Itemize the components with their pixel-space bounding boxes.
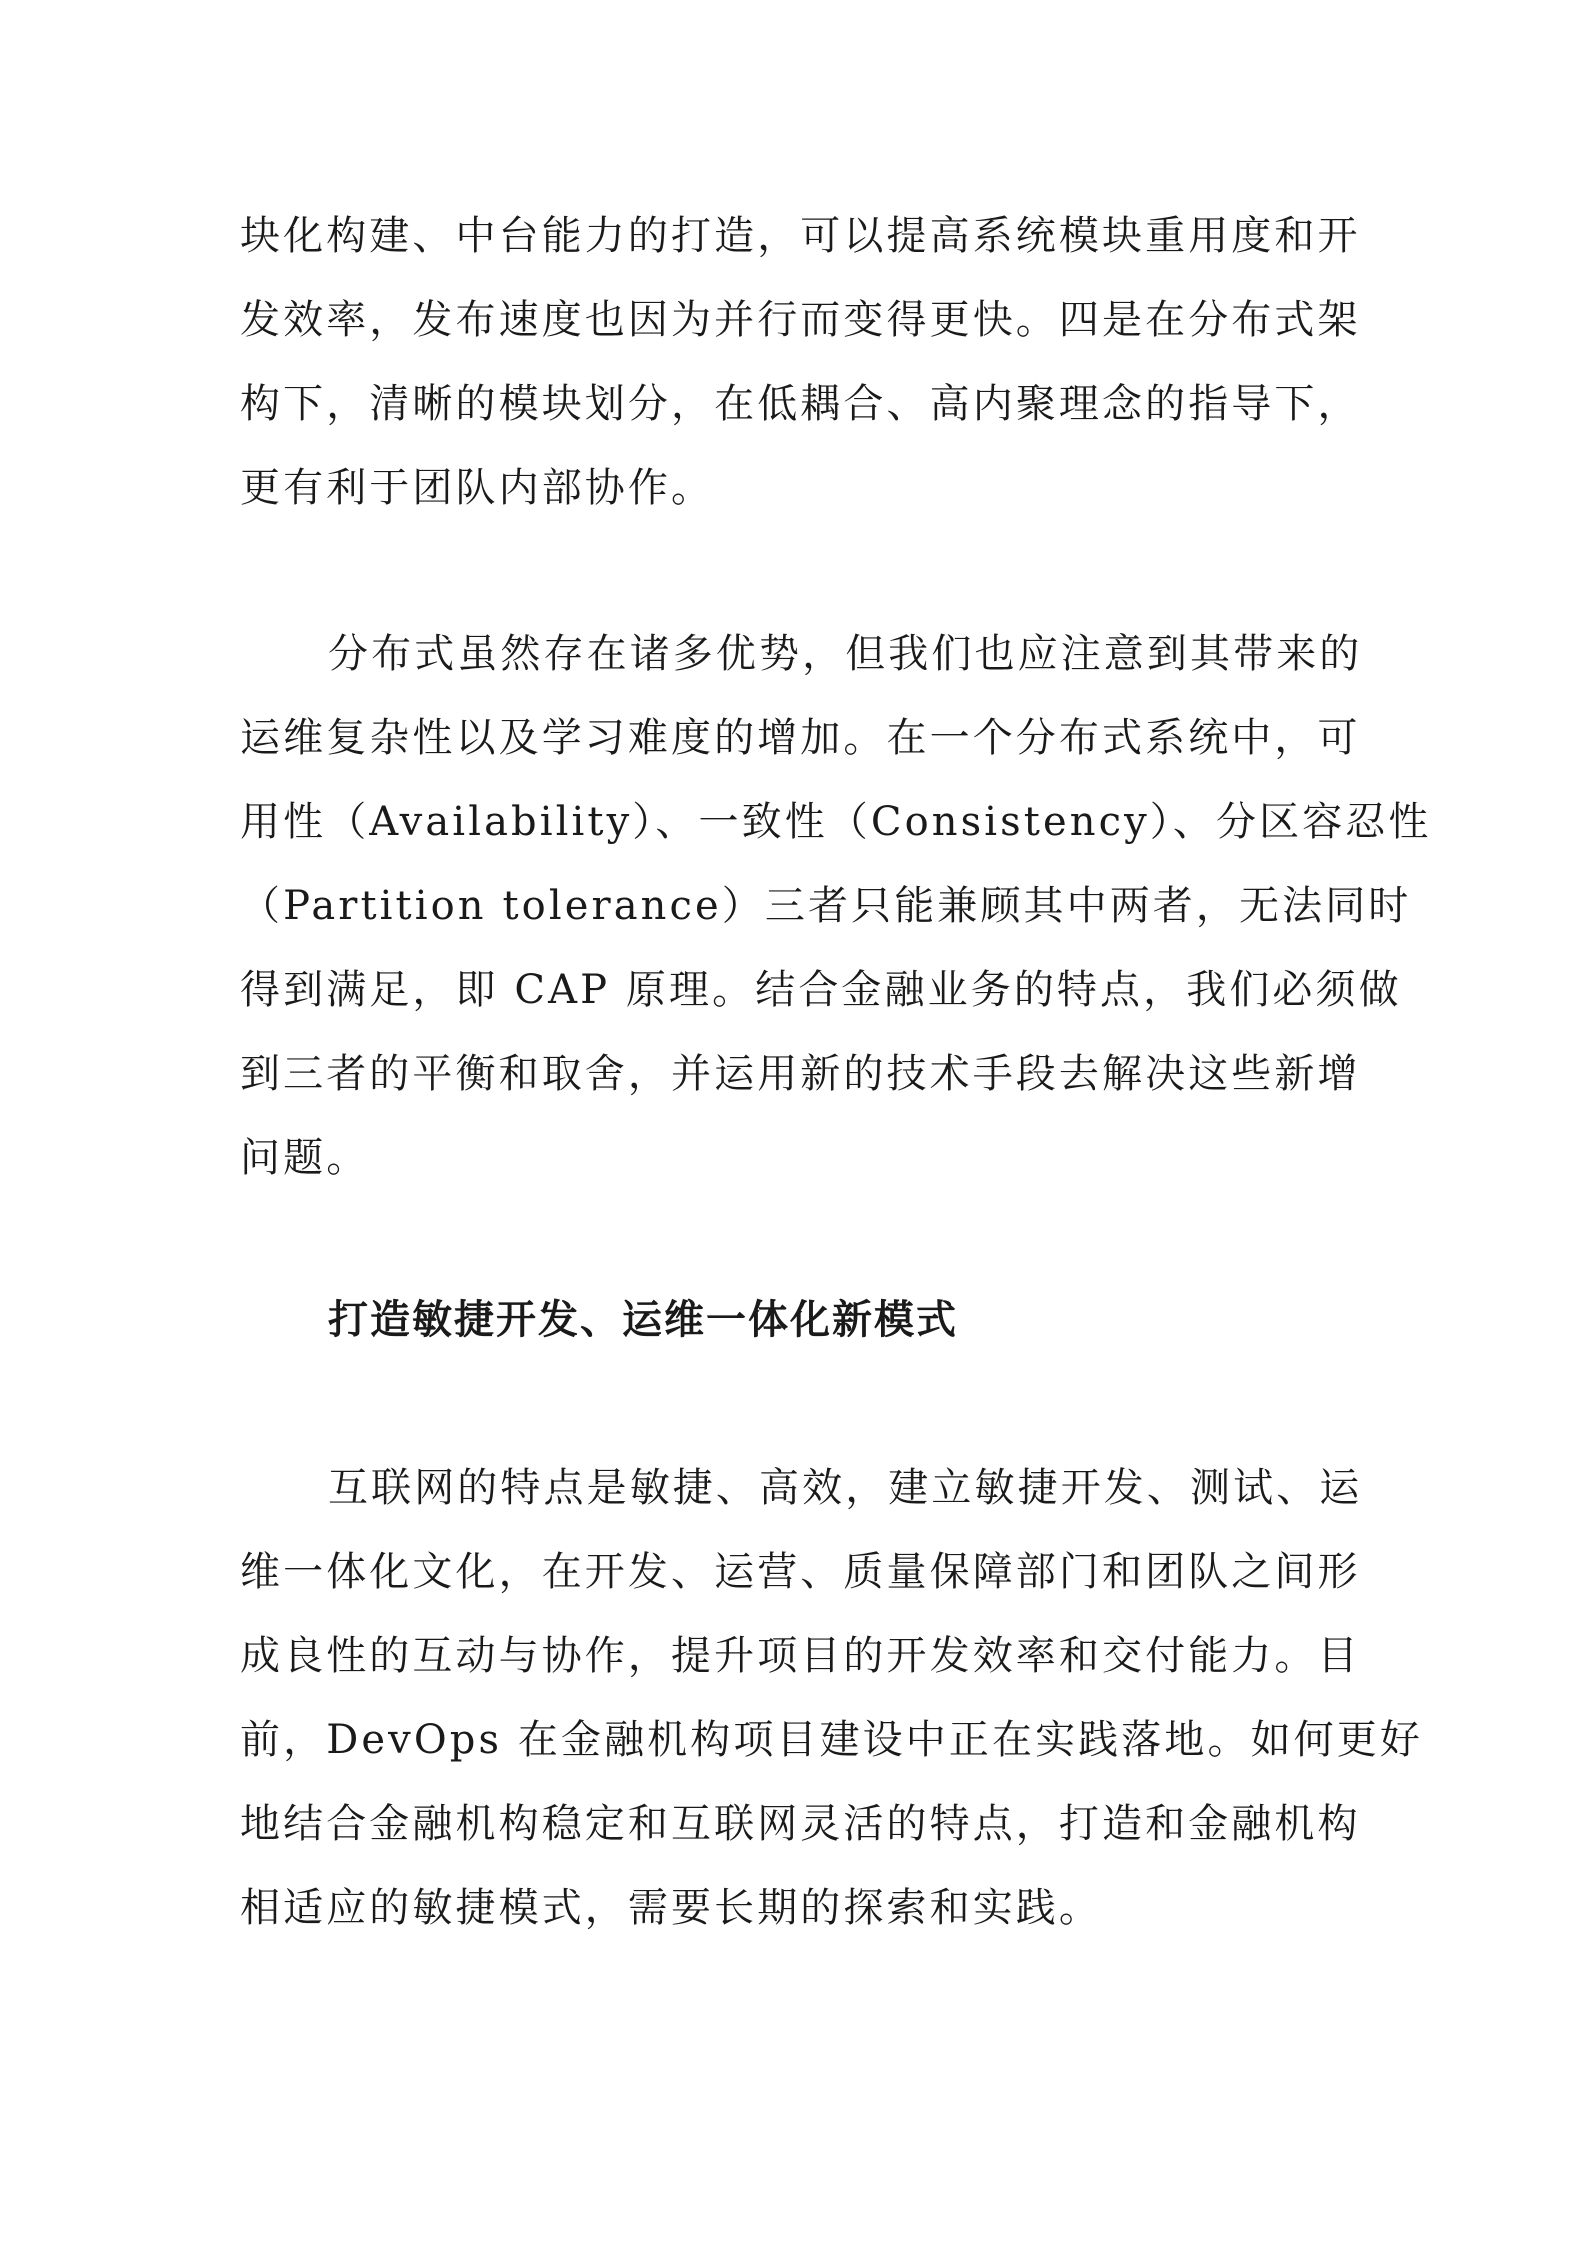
paragraph-line: 分布式虽然存在诸多优势，但我们也应注意到其带来的: [328, 631, 1363, 677]
paragraph-line: 问题。: [240, 1135, 370, 1181]
paragraph-line: 更有利于团队内部协作。: [240, 465, 715, 511]
paragraph-line: （Partition tolerance）三者只能兼顾其中两者，无法同时: [240, 883, 1412, 929]
paragraph-line: 用性（Availability）、一致性（Consistency）、分区容忍性: [240, 799, 1432, 845]
paragraph-continuation: [240, 194, 1361, 530]
paragraph-line: 成良性的互动与协作，提升项目的开发效率和交付能力。目: [240, 1633, 1361, 1679]
paragraph-line: 构下，清晰的模块划分，在低耦合、高内聚理念的指导下，: [240, 381, 1361, 427]
paragraph-line: 相适应的敏捷模式，需要长期的探索和实践。: [240, 1885, 1102, 1931]
paragraph-line: 块化构建、中台能力的打造，可以提高系统模块重用度和开: [240, 213, 1361, 259]
paragraph-line: 前，DevOps 在金融机构项目建设中正在实践落地。如何更好: [240, 1717, 1423, 1763]
paragraph-line: 运维复杂性以及学习难度的增加。在一个分布式系统中，可: [240, 715, 1361, 761]
section-heading: 打造敏捷开发、运维一体化新模式: [328, 1297, 958, 1343]
paragraph-line: 互联网的特点是敏捷、高效，建立敏捷开发、测试、运: [328, 1465, 1363, 1511]
paragraph-line: 发效率，发布速度也因为并行而变得更快。四是在分布式架: [240, 297, 1361, 343]
paragraph-line: 得到满足，即 CAP 原理。结合金融业务的特点，我们必须做: [240, 967, 1402, 1013]
paragraph-line: 维一体化文化，在开发、运营、质量保障部门和团队之间形: [240, 1549, 1361, 1595]
paragraph-devops: [240, 1446, 1423, 1950]
paragraph-cap-theorem: [240, 612, 1432, 1200]
paragraph-line: 到三者的平衡和取舍，并运用新的技术手段去解决这些新增: [240, 1051, 1361, 1097]
paragraph-line: 地结合金融机构稳定和互联网灵活的特点，打造和金融机构: [240, 1801, 1361, 1847]
